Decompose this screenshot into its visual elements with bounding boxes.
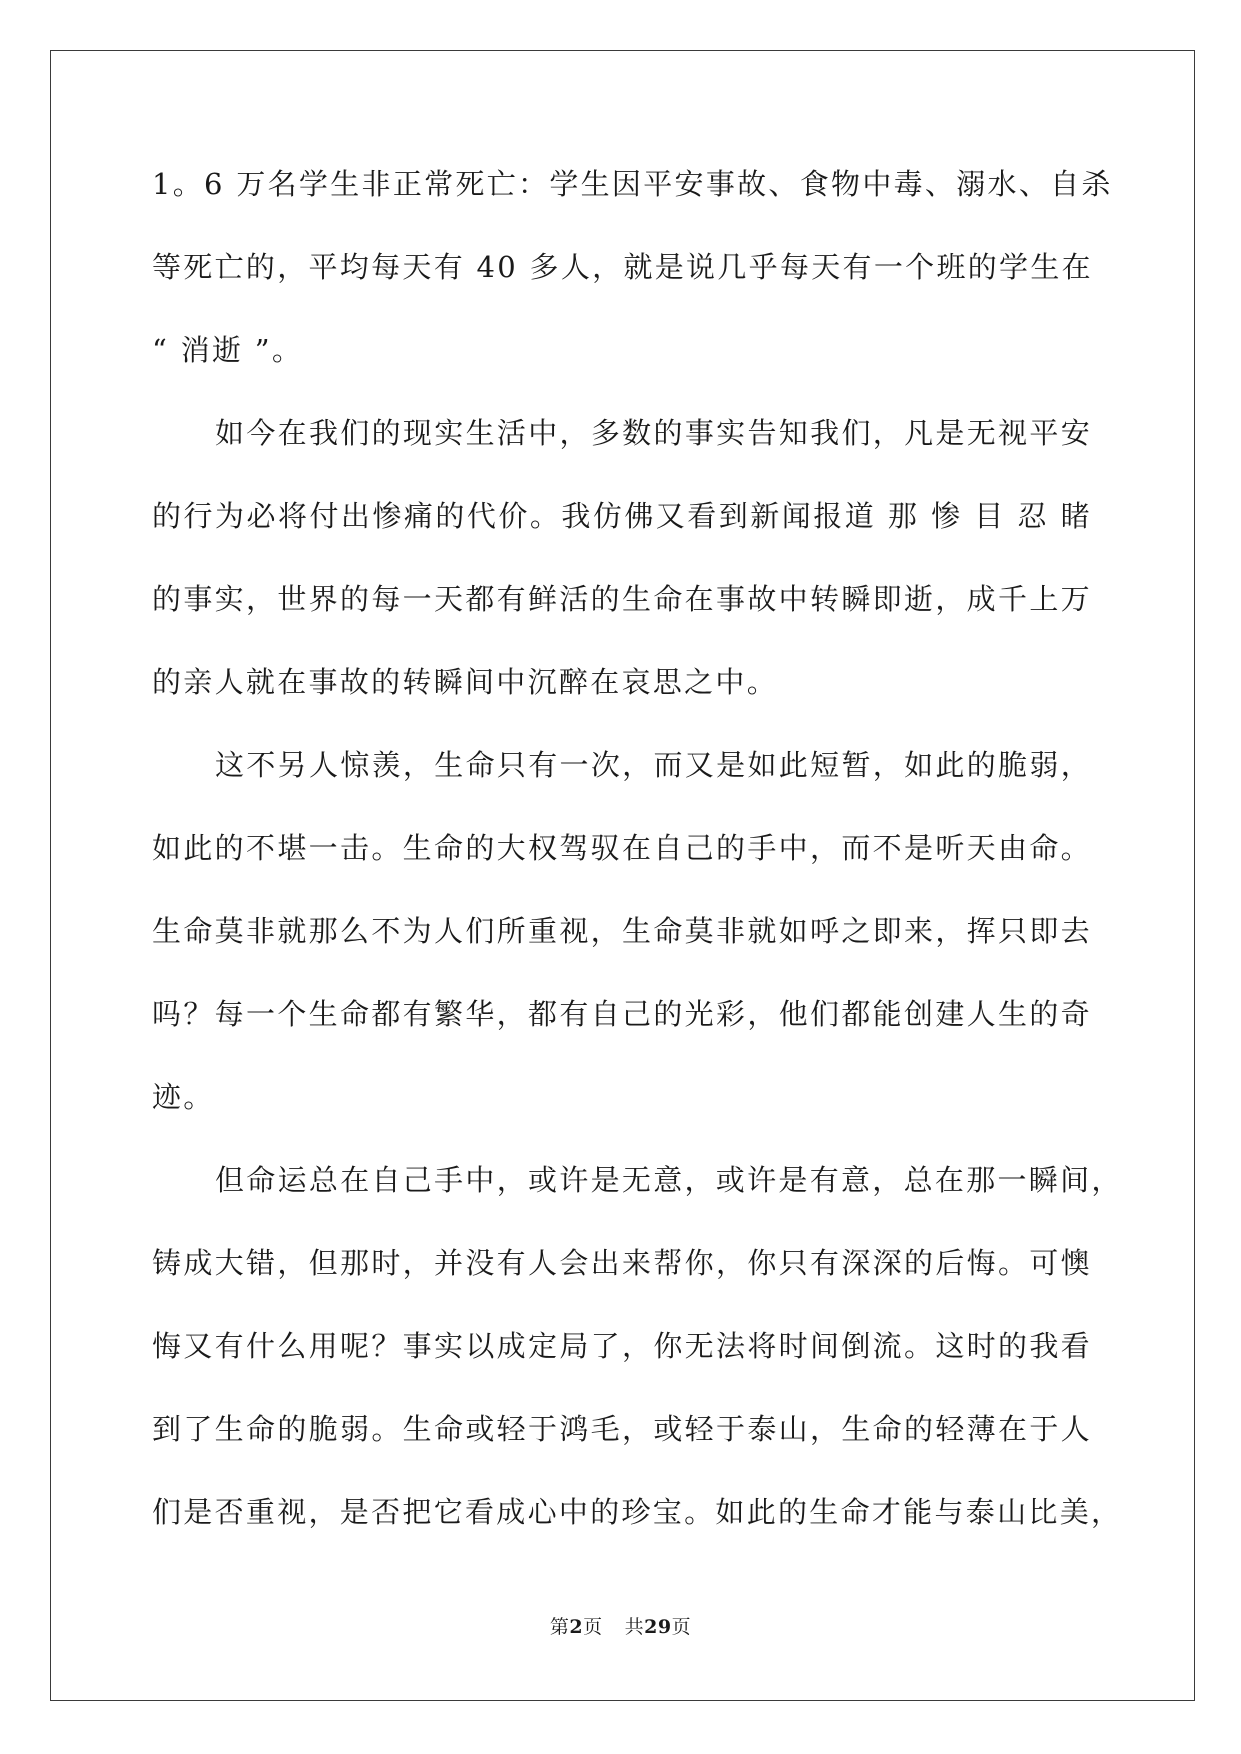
text-line: 们是否重视，是否把它看成心中的珍宝。如此的生命才能与泰山比美， — [152, 1495, 1123, 1529]
text-line: 生命莫非就那么不为人们所重视，生命莫非就如呼之即来，挥只即去 — [152, 914, 1092, 948]
page-number: 2 — [569, 1616, 584, 1638]
text-line: 迹。 — [152, 1080, 215, 1114]
document-body — [152, 158, 1123, 1569]
text-line: 等死亡的，平均每天有 40 多人，就是说几乎每天有一个班的学生在 — [152, 250, 1093, 284]
total-prefix: 共 — [624, 1616, 645, 1638]
text-line: “ 消逝 ”。 — [152, 333, 304, 367]
text-line: 如此的不堪一击。生命的大权驾驭在自己的手中，而不是听天由命。 — [152, 831, 1092, 865]
text-line: 到了生命的脆弱。生命或轻于鸿毛，或轻于泰山，生命的轻薄在于人 — [152, 1412, 1092, 1446]
total-pages: 29 — [644, 1616, 672, 1638]
total-suffix: 页 — [671, 1616, 692, 1638]
text-line: 铸成大错，但那时，并没有人会出来帮你，你只有深深的后悔。可懊 — [152, 1246, 1092, 1280]
text-line: 的行为必将付出惨痛的代价。我仿佛又看到新闻报道 那 惨 目 忍 睹 — [152, 499, 1092, 533]
page-prefix: 第 — [549, 1616, 570, 1638]
text-line: 但命运总在自己手中，或许是无意，或许是有意，总在那一瞬间， — [215, 1163, 1123, 1197]
text-line: 吗？每一个生命都有繁华，都有自己的光彩，他们都能创建人生的奇 — [152, 997, 1092, 1031]
text-line: 悔又有什么用呢？事实以成定局了，你无法将时间倒流。这时的我看 — [152, 1329, 1092, 1363]
text-line: 这不另人惊羡，生命只有一次，而又是如此短暂，如此的脆弱， — [215, 748, 1092, 782]
text-line: 如今在我们的现实生活中，多数的事实告知我们，凡是无视平安 — [215, 416, 1092, 450]
page-suffix: 页 — [583, 1616, 603, 1638]
text-line: 的亲人就在事故的转瞬间中沉醉在哀思之中。 — [152, 665, 779, 699]
page-footer — [0, 1612, 1241, 1639]
text-line: 的事实，世界的每一天都有鲜活的生命在事故中转瞬即逝，成千上万 — [152, 582, 1092, 616]
text-line: 1。6 万名学生非正常死亡：学生因平安事故、食物中毒、溺水、自杀 — [152, 167, 1113, 201]
